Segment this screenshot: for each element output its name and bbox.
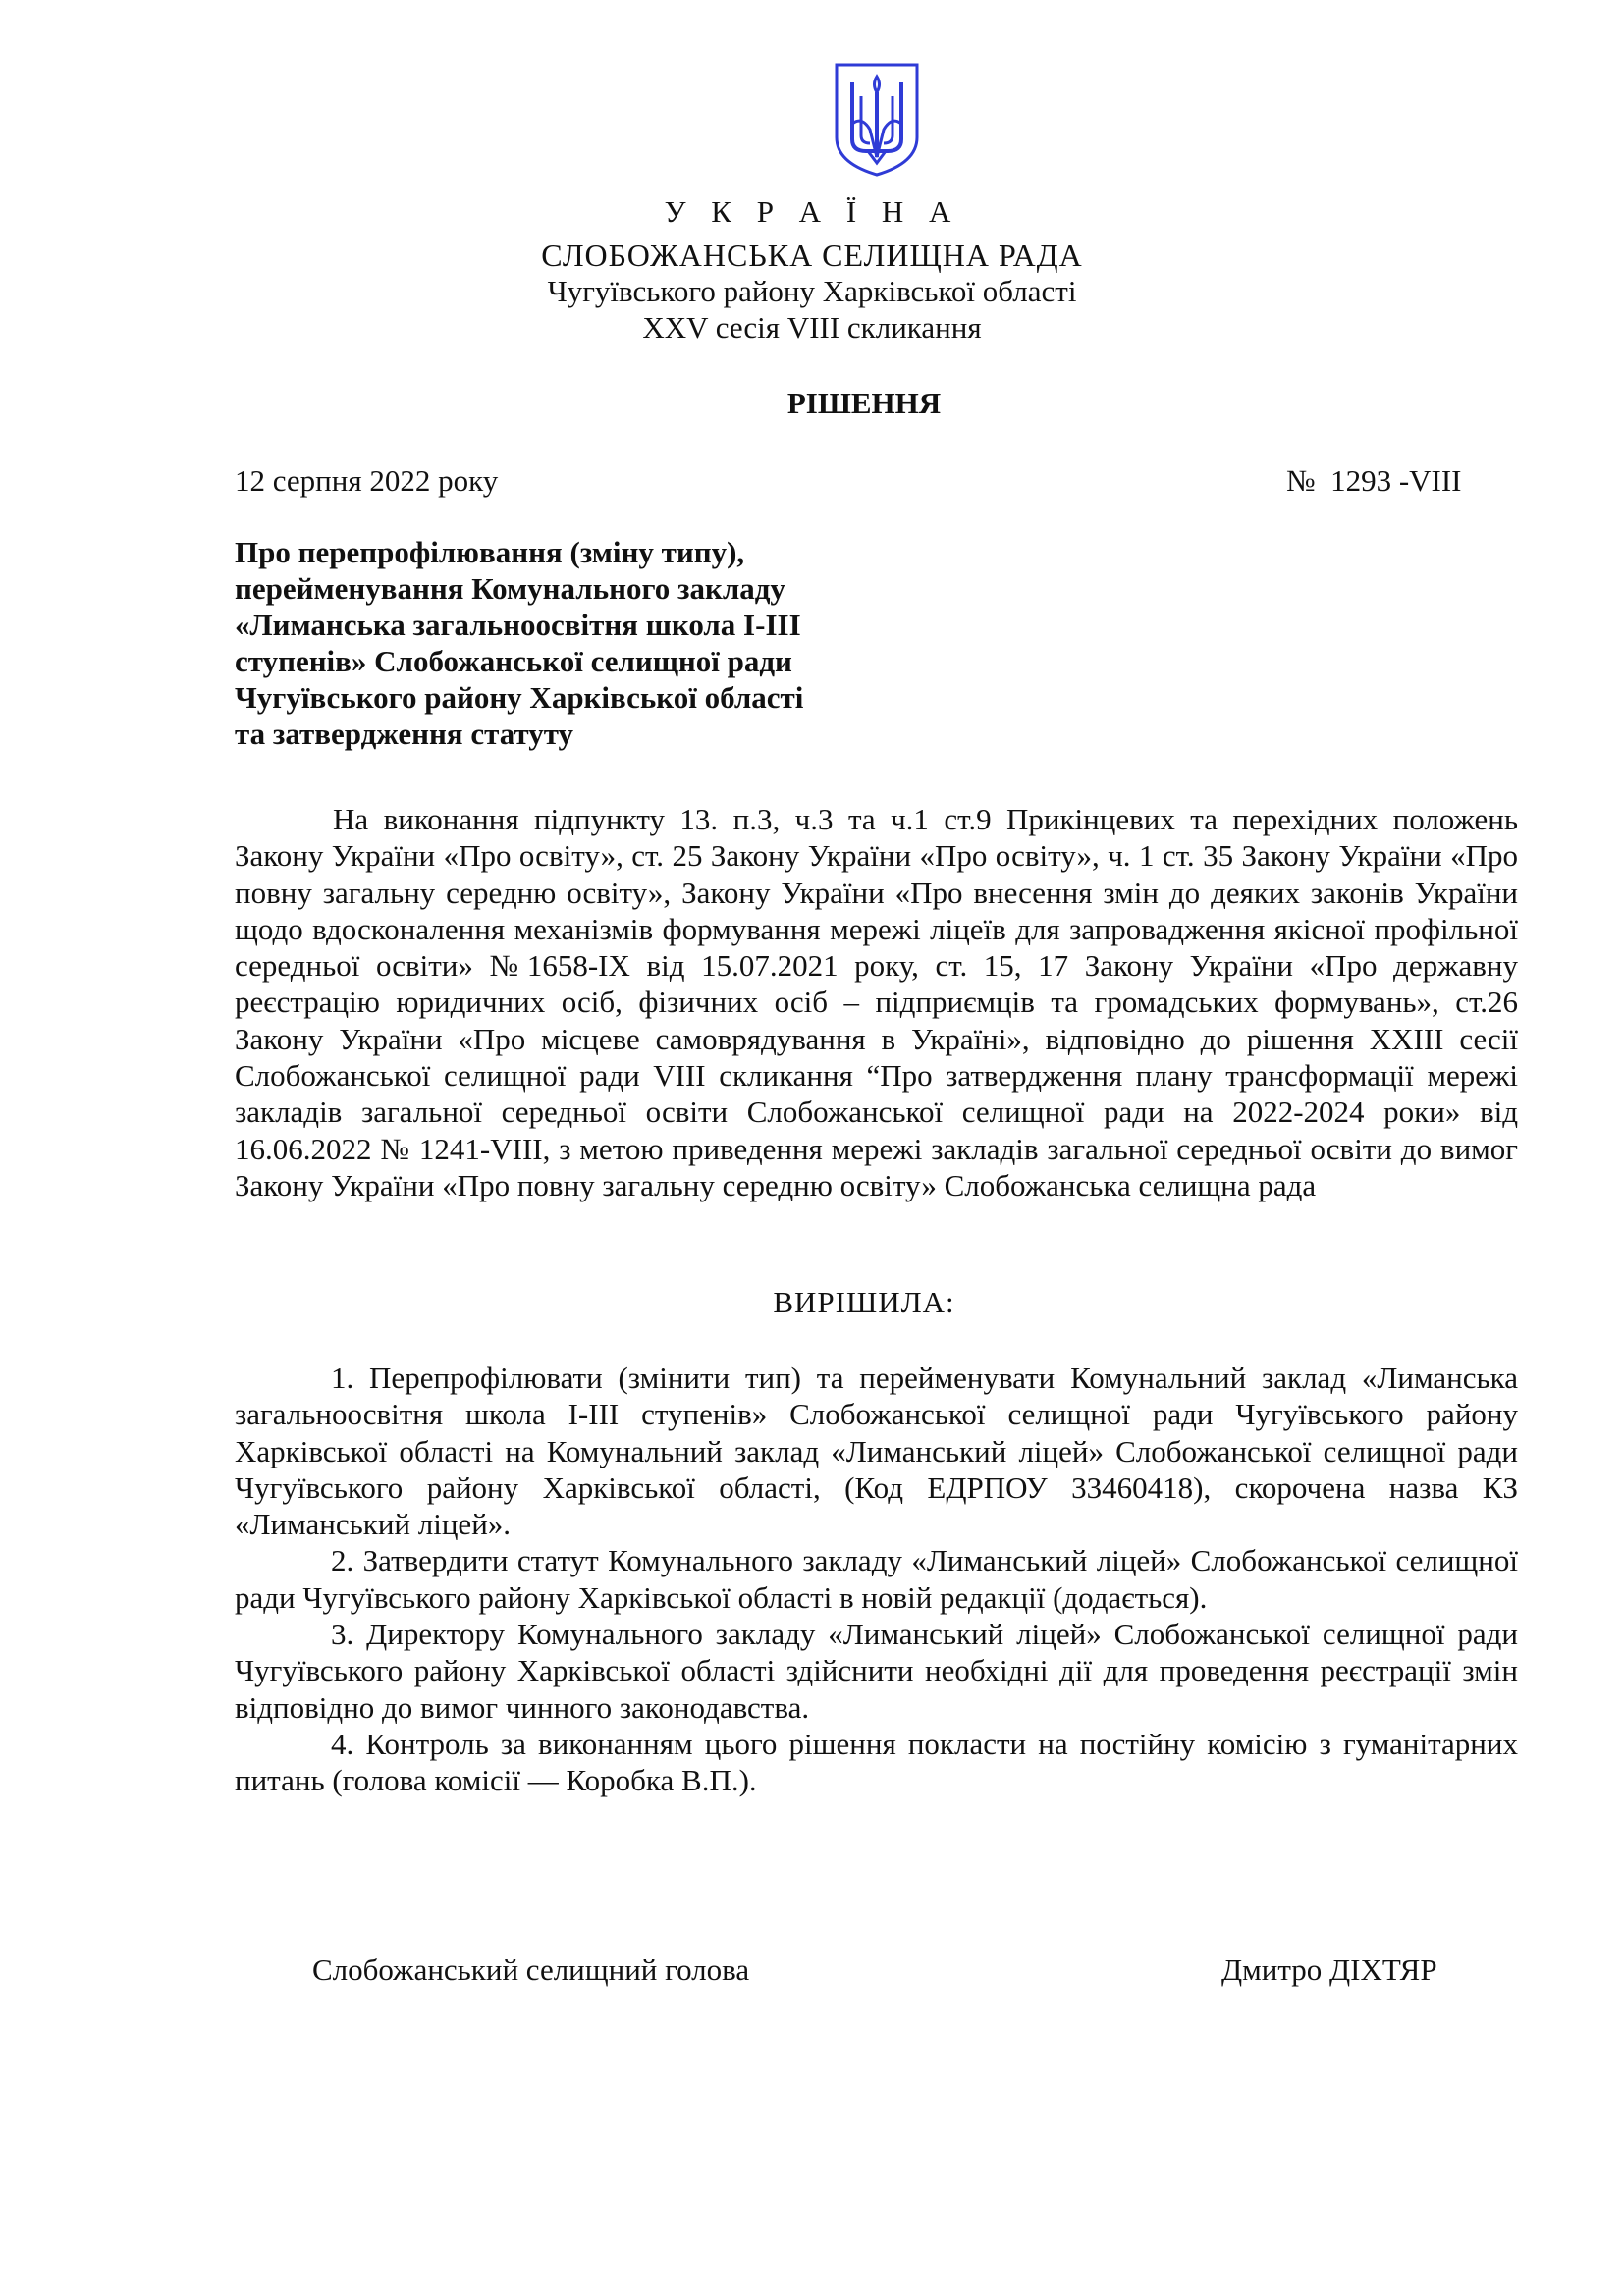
country-heading: У К Р А Ї Н А	[664, 194, 960, 229]
subject-line: Чугуївського району Харківської області	[235, 680, 804, 715]
decision-subject	[235, 534, 942, 752]
session-line: XXV сесія VIII скликання	[642, 310, 982, 345]
clause-3: 3. Директору Комунального закладу «Лиманський ліцей» Слобожанської селищної ради Чугуївського району Харківської області здійснити необхідні дії для проведення реєстрації змін відповідно до вимог чинного законодавства.	[235, 1617, 1518, 1725]
clause-1: 1. Перепрофілювати (змінити тип) та перейменувати Комунальний заклад «Лиманська загальноосвітня школа І-ІІІ ступенів» Слобожанської селищної ради Чугуївського району Харківської області на Комунальний заклад «Лиманський ліцей» Слобожанської селищної ради Чугуївського району Харківської області, (Код ЕДРПОУ 33460418), скорочена назва КЗ «Лиманський ліцей».	[235, 1361, 1518, 1542]
subject-line: та затвердження статуту	[235, 717, 574, 751]
subject-line: ступенів» Слобожанської селищної ради	[235, 644, 792, 678]
signatory-title: Слобожанський селищний голова	[312, 1952, 750, 1987]
preamble-paragraph: На виконання підпункту 13. п.3, ч.3 та ч.1 ст.9 Прикінцевих та перехідних положень Закону України «Про освіту», ст. 25 Закону України «Про освіту», ч. 1 ст. 35 Закону України «Про повну загальну середню освіту», Закону України «Про внесення змін до деяких законів України щодо вдосконалення механізмів формування мережі ліцеїв для запровадження якісної профільної середньої освіти» №1658-IX від 15.07.2021 року, ст. 15, 17 Закону України «Про державну реєстрацію юридичних осіб, фізичних осіб – підприємців та громадських формувань», ст.26 Закону України «Про місцеве самоврядування в Україні», відповідно до рішення XXIII сесії Слобожанської селищної ради VIII скликання “Про затвердження плану трансформації мережі закладів загальної середньої освіти Слобожанської селищної ради на 2022-2024 роки» від 16.06.2022 № 1241-VIII, з метою приведення мережі закладів загальної середньої освіти до вимог Закону України «Про повну загальну середню освіту» Слобожанська селищна рада	[235, 802, 1518, 1202]
subject-line: Про перепрофілювання (зміну типу),	[235, 535, 745, 569]
resolved-heading: ВИРІШИЛА:	[773, 1285, 955, 1319]
council-heading: СЛОБОЖАНСЬКА СЕЛИЩНА РАДА	[541, 238, 1083, 273]
decision-number: № 1293 -VIII	[1286, 463, 1462, 498]
document-type-title: РІШЕННЯ	[786, 386, 942, 420]
decision-date: 12 серпня 2022 року	[235, 463, 499, 498]
resolution-clauses	[235, 1360, 1518, 1799]
district-line: Чугуївського району Харківської області	[547, 274, 1077, 308]
coat-of-arms-icon	[833, 61, 921, 179]
clause-2: 2. Затвердити статут Комунального закладу «Лиманський ліцей» Слобожанської селищної ради Чугуївського району Харківської області в новій редакції (додається).	[235, 1543, 1518, 1615]
signatory-name: Дмитро ДІХТЯР	[1221, 1952, 1437, 1987]
clause-4: 4. Контроль за виконанням цього рішення покласти на постійну комісію з гуманітарних питань (голова комісії — Коробка В.П.).	[235, 1726, 1518, 1798]
subject-line: «Лиманська загальноосвітня школа І-ІІІ	[235, 608, 801, 642]
subject-line: перейменування Комунального закладу	[235, 571, 785, 606]
